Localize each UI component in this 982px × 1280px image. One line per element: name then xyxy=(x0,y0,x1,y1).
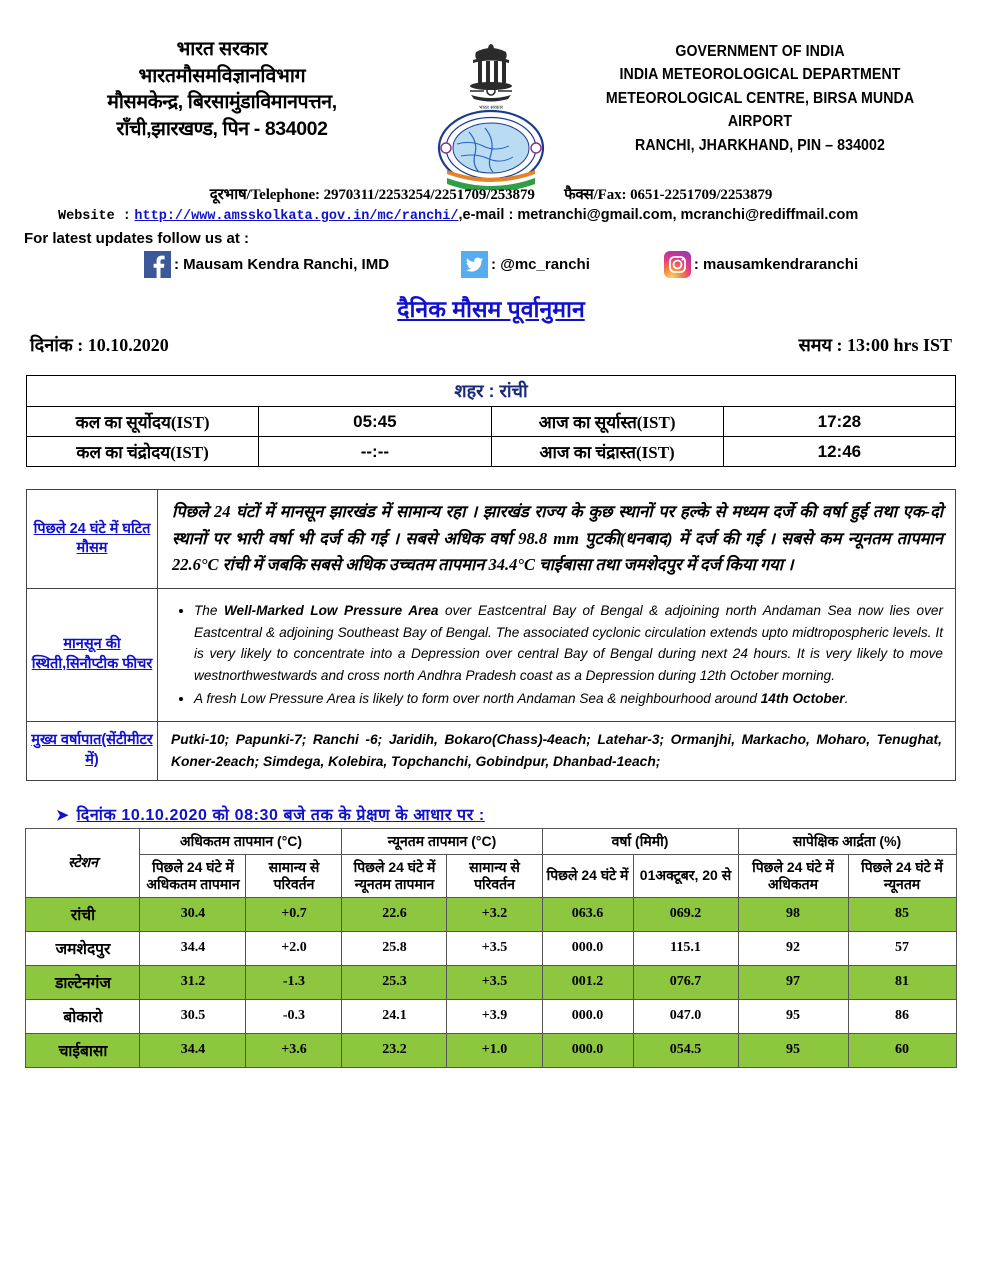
cell-rh-min: 85 xyxy=(848,897,956,931)
website-line xyxy=(22,207,960,224)
cell-rain-24h: 000.0 xyxy=(542,1033,633,1067)
cell-station: जमशेदपुर xyxy=(26,931,140,965)
telephone-line xyxy=(22,184,960,204)
col-station-header: स्टेशन xyxy=(26,829,140,897)
social-twitter[interactable] xyxy=(461,251,590,278)
header-english-line-2: INDIA METEOROLOGICAL DEPARTMENT xyxy=(619,66,901,84)
date-value: : 10.10.2020 xyxy=(77,335,169,355)
cell-max-dep: -0.3 xyxy=(246,999,342,1033)
cell-rh-max: 92 xyxy=(738,931,848,965)
synoptic-bullet-list xyxy=(172,600,943,709)
cell-max-temp: 31.2 xyxy=(140,965,246,999)
cell-min-temp: 24.1 xyxy=(342,999,447,1033)
instagram-label: : mausamkendraranchi xyxy=(693,256,859,273)
col-max-temp-departure: सामान्य से परिवर्तन xyxy=(246,854,342,897)
social-facebook[interactable] xyxy=(144,251,389,278)
past-24h-weather-row xyxy=(27,490,956,589)
moonset-value: 12:46 xyxy=(723,437,955,467)
email-label: ,e-mail : xyxy=(458,207,518,223)
follow-us-label: For latest updates follow us at : xyxy=(24,230,250,247)
cell-max-dep: +3.6 xyxy=(246,1033,342,1067)
table-row xyxy=(27,407,956,437)
table-row xyxy=(26,965,956,999)
cell-rh-min: 86 xyxy=(848,999,956,1033)
header-hindi-line-2: भारतमौसमविज्ञानविभाग xyxy=(138,64,306,87)
moonrise-value: --:-- xyxy=(259,437,491,467)
header-english-block xyxy=(576,36,944,157)
city-table-heading-row xyxy=(27,376,956,407)
col-rain-24h: पिछले 24 घंटे में xyxy=(542,854,633,897)
facebook-icon[interactable] xyxy=(144,251,171,278)
cell-rain-24h: 063.6 xyxy=(542,897,633,931)
cell-min-dep: +3.5 xyxy=(447,931,542,965)
monsoon-label: मानसून की स्थिती,सिनौप्टीक फीचर xyxy=(27,589,158,721)
time-label: समय xyxy=(798,335,832,355)
moonset-label: आज का चंद्रास्त(IST) xyxy=(491,437,723,467)
email-addresses: metranchi@gmail.com, mcranchi@rediffmail.com xyxy=(517,207,859,223)
cell-rh-max: 95 xyxy=(738,999,848,1033)
cell-rain-season: 069.2 xyxy=(633,897,738,931)
fax-value: 0651-2251709/2253879 xyxy=(630,187,773,203)
imd-emblem xyxy=(431,36,551,190)
cell-rain-24h: 000.0 xyxy=(542,931,633,965)
cell-rain-24h: 001.2 xyxy=(542,965,633,999)
cell-rh-max: 95 xyxy=(738,1033,848,1067)
cell-min-temp: 22.6 xyxy=(342,897,447,931)
header-hindi-block xyxy=(22,36,422,142)
moonrise-label: कल का चंद्रोदय(IST) xyxy=(27,437,259,467)
col-max-temp-24h: पिछले 24 घंटे में अधिकतम तापमान xyxy=(140,854,246,897)
cell-rh-min: 81 xyxy=(848,965,956,999)
main-rainfall-row xyxy=(27,721,956,781)
header-english-line-3: METEOROLOGICAL CENTRE, BIRSA MUNDA AIRPORT xyxy=(605,89,915,131)
header-hindi-line-4: राँची,झारखण्ड, पिन - 834002 xyxy=(116,117,328,140)
past-24h-label: पिछले 24 घंटे में घटित मौसम xyxy=(27,490,158,589)
header-english-line-1: GOVERNMENT OF INDIA xyxy=(675,43,845,60)
date-time-row xyxy=(22,333,960,357)
date-field xyxy=(30,333,169,357)
col-group-min-temp: न्यूनतम तापमान (°C) xyxy=(342,829,542,855)
past-24h-content xyxy=(158,490,956,589)
contact-block xyxy=(22,184,960,224)
col-group-humidity: सापेक्षिक आर्द्रता (%) xyxy=(738,829,956,855)
col-min-temp-departure: सामान्य से परिवर्तन xyxy=(447,854,542,897)
page-header xyxy=(22,0,960,190)
observation-group-header-row xyxy=(26,829,956,855)
cell-max-temp: 34.4 xyxy=(140,931,246,965)
cell-min-dep: +3.9 xyxy=(447,999,542,1033)
observation-heading: ➤ दिनांक 10.10.2020 को 08:30 बजे तक के प्रेक्षण के आधार पर : xyxy=(56,807,485,825)
bullet-arrow-icon: ➤ xyxy=(56,807,69,825)
col-min-temp-24h: पिछले 24 घंटे में न्यूनतम तापमान xyxy=(342,854,447,897)
cell-min-dep: +3.2 xyxy=(447,897,542,931)
twitter-label: : @mc_ranchi xyxy=(491,256,590,273)
facebook-label: : Mausam Kendra Ranchi, IMD xyxy=(174,256,390,273)
cell-station: रांची xyxy=(26,897,140,931)
rainfall-content xyxy=(158,721,956,781)
cell-min-dep: +1.0 xyxy=(447,1033,542,1067)
cell-max-dep: -1.3 xyxy=(246,965,342,999)
city-astronomy-table xyxy=(26,375,956,467)
cell-max-dep: +2.0 xyxy=(246,931,342,965)
telephone-label: दूरभाष/Telephone: xyxy=(209,187,320,203)
cell-station: बोकारो xyxy=(26,999,140,1033)
sunrise-label: कल का सूर्योदय(IST) xyxy=(27,407,259,437)
table-row xyxy=(26,931,956,965)
past-24h-text: पिछले 24 घंटों में मानसून झारखंड में सामान्य रहा । झारखंड राज्य के कुछ स्थानों पर हल्के से मध्यम दर्जे की वर्षा हुई तथा एक-दो स्थानों पर भारी वर्षा भी दर्ज की गई । सबसे अधिक वर्षा 98.8 mm पुटकी(धनबाद) में दर्ज की गई । सबसे कम न्यूनतम तापमान 22.6°C रांची में जबकि सबसे अधिक उच्चतम तापमान 34.4°C चाईबासा तथा जमशेदपुर में दर्ज किया गया । xyxy=(172,502,943,575)
header-hindi-line-1: भारत सरकार xyxy=(176,38,268,60)
cell-rain-24h: 000.0 xyxy=(542,999,633,1033)
list-item: • The Well-Marked Low Pressure Area over Eastcentral Bay of Bengal & adjoining north Andaman Sea now lies over Eastcentral & adjoining Southeast Bay of Bengal. The associated cyclonic circulation extends upto midtropospheric levels. It is very likely to concentrate into a Depression over central Bay of Bengal during next 24 hours. It is very likely to move westnorthwestwards and cross north Andhra Pradesh coast as a Depression during 12th October morning. xyxy=(194,600,943,686)
cell-station: चाईबासा xyxy=(26,1033,140,1067)
table-row xyxy=(27,437,956,467)
city-name-heading: शहर : रांची xyxy=(27,376,956,407)
col-group-max-temp: अधिकतम तापमान (°C) xyxy=(140,829,342,855)
page-title: दैनिक मौसम पूर्वानुमान xyxy=(397,296,585,322)
cell-rh-max: 98 xyxy=(738,897,848,931)
cell-rh-max: 97 xyxy=(738,965,848,999)
col-rain-season: 01अक्टूबर, 20 से xyxy=(633,854,738,897)
table-row xyxy=(26,1033,956,1067)
fax-label: फैक्स/Fax: xyxy=(564,187,627,203)
header-english-line-4: RANCHI, JHARKHAND, PIN – 834002 xyxy=(635,136,885,154)
instagram-icon[interactable] xyxy=(664,251,691,278)
cell-rain-season: 115.1 xyxy=(633,931,738,965)
cell-min-temp: 23.2 xyxy=(342,1033,447,1067)
monsoon-content xyxy=(158,589,956,721)
observation-sub-header-row xyxy=(26,854,956,897)
telephone-value: 2970311/2253254/2251709/253879 xyxy=(323,187,535,203)
header-hindi-line-3: मौसमकेन्द्र, बिरसामुंडाविमानपत्तन, xyxy=(107,91,337,114)
col-rh-min: पिछले 24 घंटे में न्यूनतम xyxy=(848,854,956,897)
website-link[interactable]: http://www.amsskolkata.gov.in/mc/ranchi/ xyxy=(134,209,459,224)
weather-summary-table xyxy=(26,489,956,781)
sunrise-value: 05:45 xyxy=(259,407,491,437)
cell-rain-season: 054.5 xyxy=(633,1033,738,1067)
table-row xyxy=(26,897,956,931)
imd-emblem-icon xyxy=(435,40,547,190)
cell-rh-min: 57 xyxy=(848,931,956,965)
rainfall-label: मुख्य वर्षापात(सेंटीमीटर में) xyxy=(27,721,158,781)
cell-rain-season: 047.0 xyxy=(633,999,738,1033)
cell-max-dep: +0.7 xyxy=(246,897,342,931)
time-value: : 13:00 hrs IST xyxy=(836,335,952,355)
cell-min-temp: 25.8 xyxy=(342,931,447,965)
col-group-rainfall: वर्षा (मिमी) xyxy=(542,829,738,855)
rainfall-text: Putki-10; Papunki-7; Ranchi -6; Jaridih, Bokaro(Chass)-4each; Latehar-3; Ormanjhi, Markacho, Moharo, Tenughat, Koner-2each; Simdega, Kolebira, Topchanchi, Gobindpur, Dhanbad-1each; xyxy=(171,731,942,769)
observation-table xyxy=(25,828,956,1067)
list-item: • A fresh Low Pressure Area is likely to form over north Andaman Sea & neighbourhood around 14th October. xyxy=(194,688,943,709)
sunset-label: आज का सूर्यास्त(IST) xyxy=(491,407,723,437)
twitter-icon[interactable] xyxy=(461,251,488,278)
social-links xyxy=(22,251,960,278)
col-rh-max: पिछले 24 घंटे में अधिकतम xyxy=(738,854,848,897)
cell-min-temp: 25.3 xyxy=(342,965,447,999)
cell-rain-season: 076.7 xyxy=(633,965,738,999)
cell-min-dep: +3.5 xyxy=(447,965,542,999)
cell-max-temp: 34.4 xyxy=(140,1033,246,1067)
time-field xyxy=(799,333,952,357)
monsoon-synoptic-row xyxy=(27,589,956,721)
cell-station: डाल्टेनगंज xyxy=(26,965,140,999)
sunset-value: 17:28 xyxy=(723,407,955,437)
website-label: Website : xyxy=(58,209,131,224)
social-instagram[interactable] xyxy=(664,251,858,278)
svg-text:भारत सरकार: भारत सरकार xyxy=(479,105,503,111)
cell-max-temp: 30.5 xyxy=(140,999,246,1033)
table-row xyxy=(26,999,956,1033)
date-label: दिनांक xyxy=(30,335,73,355)
cell-rh-min: 60 xyxy=(848,1033,956,1067)
cell-max-temp: 30.4 xyxy=(140,897,246,931)
